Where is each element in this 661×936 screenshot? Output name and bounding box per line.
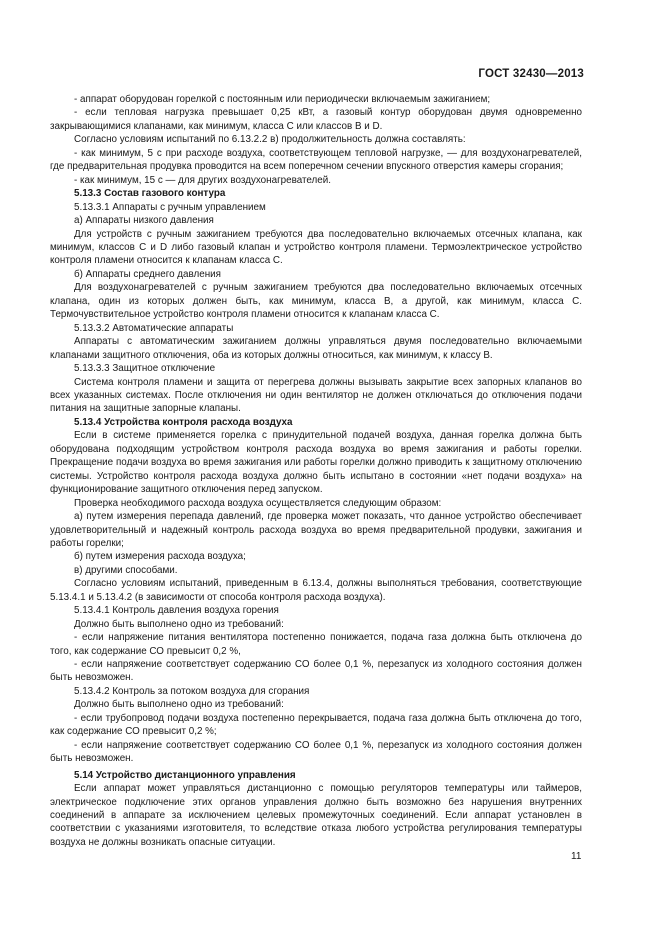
subsection-title: 5.13.4.1 Контроль давления воздуха горения: [74, 605, 279, 617]
paragraph: Должно быть выполнено одно из требований:: [74, 618, 284, 630]
paragraph: Аппараты с автоматическим зажиганием должны управляться двумя последовательно включаемыми клапанами защитного отключения, оба из которых должны относиться, как минимум, к классу В.: [50, 336, 582, 361]
paragraph: Для воздухонагревателей с ручным зажиганием требуются два последовательно включаемых отсечных клапана, один из которых должен быть, как минимум, класса В, а другой, как минимум, класса С. Термочувствительное устройство контроля пламени относится к клапанам класса С.: [50, 282, 582, 321]
section-heading: 5.13.4 Устройства контроля расхода воздуха: [74, 416, 293, 428]
bullet-paragraph: - если трубопровод подачи воздуха постепенно перекрывается, подача газа должна быть отключена до того, как содержание СО превысит 0,2 %;: [50, 712, 582, 738]
paragraph: Система контроля пламени и защита от перегрева должны вызывать закрытие всех запорных клапанов во всех указанных системах. После отключения ни один вентилятор не должен отключаться до отключения подачи питания на защитные запорные клапаны.: [50, 376, 582, 415]
bullet-paragraph: - если напряжение соответствует содержанию СО более 0,1 %, перезапуск из холодного состояния должен быть невозможен.: [50, 739, 582, 765]
document-body: [50, 93, 582, 849]
item-title: а) Аппараты низкого давления: [74, 215, 214, 227]
list-item: б) путем измерения расхода воздуха;: [74, 551, 246, 563]
subsection-title: 5.13.3.3 Защитное отключение: [74, 363, 216, 375]
page-number: 11: [571, 851, 582, 862]
bullet-paragraph: - если тепловая нагрузка превышает 0,25 кВт, а газовый контур оборудован двумя одновременно закрывающимися клапанами, как минимум, класса С или классов В и D.: [50, 107, 582, 132]
item-title: б) Аппараты среднего давления: [74, 268, 222, 280]
paragraph: Если аппарат может управляться дистанционно с помощью регуляторов температуры или таймеров, электрическое подключение этих органов управления должно быть возможно без нарушения внутренних соединений в аппарате за исключением целевых промежуточных соединений. Если аппарат установлен в соответствии с указаниями изготовителя, то вследствие отказа любого устройства регулирования температуры воздуха не должны возникать опасные ситуации.: [50, 783, 582, 848]
section-heading: 5.13.3 Состав газового контура: [74, 188, 226, 200]
bullet-paragraph: - если напряжение соответствует содержанию СО более 0,1 %, перезапуск из холодного состояния должен быть невозможен.: [50, 659, 582, 684]
paragraph: Согласно условиям испытаний, приведенным в 6.13.4, должны выполняться требования, соответствующие 5.13.4.1 и 5.13.4.2 (в зависимости от способа контроля расхода воздуха).: [50, 578, 582, 603]
paragraph: Если в системе применяется горелка с принудительной подачей воздуха, данная горелка должна быть оборудована подходящим устройством контроля расхода воздуха во время зажигания и работы горелки. Прекращение подачи воздуха во время зажигания или работы горелки должно приводить к защитному отключению системы. Устройство контроля расхода воздуха должно быть испытано в состоянии «нет подачи воздуха» на функционирование защитного отключения перед запуском.: [50, 430, 582, 496]
subsection-title: 5.13.3.2 Автоматические аппараты: [74, 322, 234, 334]
paragraph: Для устройств с ручным зажиганием требуются два последовательно включаемых отсечных клапана, как минимум, классов С и D либо газовый клапан и устройство контроля пламени. Термоэлектрическое устройство контроля пламени относится к клапанам класса С.: [50, 228, 582, 267]
paragraph: Должно быть выполнено одно из требований:: [74, 699, 284, 711]
bullet-paragraph: - как минимум, 5 с при расходе воздуха, соответствующем тепловой нагрузке, — для воздухонагревателей, где предварительная продувка проводится на всем поперечном сечении впускного отверстия камеры сгорания;: [50, 147, 582, 173]
bullet-paragraph: - как минимум, 15 с — для других воздухонагревателей.: [74, 174, 331, 186]
section-heading: 5.14 Устройство дистанционного управления: [74, 769, 296, 781]
bullet-paragraph: - аппарат оборудован горелкой с постоянным или периодически включаемым зажиганием;: [74, 94, 491, 105]
list-item: в) другими способами.: [74, 564, 178, 576]
list-item: а) путем измерения перепада давлений, где проверка может показать, что данное устройство обеспечивает удовлетворительный и надежный контроль расхода воздуха во время предварительной продувки, зажигания и работы горелки;: [50, 511, 582, 549]
subsection-title: 5.13.3.1 Аппараты с ручным управлением: [74, 201, 266, 213]
bullet-paragraph: - если напряжение питания вентилятора постепенно понижается, подача газа должна быть отключена до того, как содержание СО превысит 0,2 %,: [50, 632, 582, 657]
paragraph: Проверка необходимого расхода воздуха осуществляется следующим образом:: [74, 497, 442, 509]
document-header: ГОСТ 32430—2013: [478, 68, 584, 80]
paragraph: Согласно условиям испытаний по 6.13.2.2 в) продолжительность должна составлять:: [74, 134, 466, 146]
subsection-title: 5.13.4.2 Контроль за потоком воздуха для сгорания: [74, 685, 310, 697]
